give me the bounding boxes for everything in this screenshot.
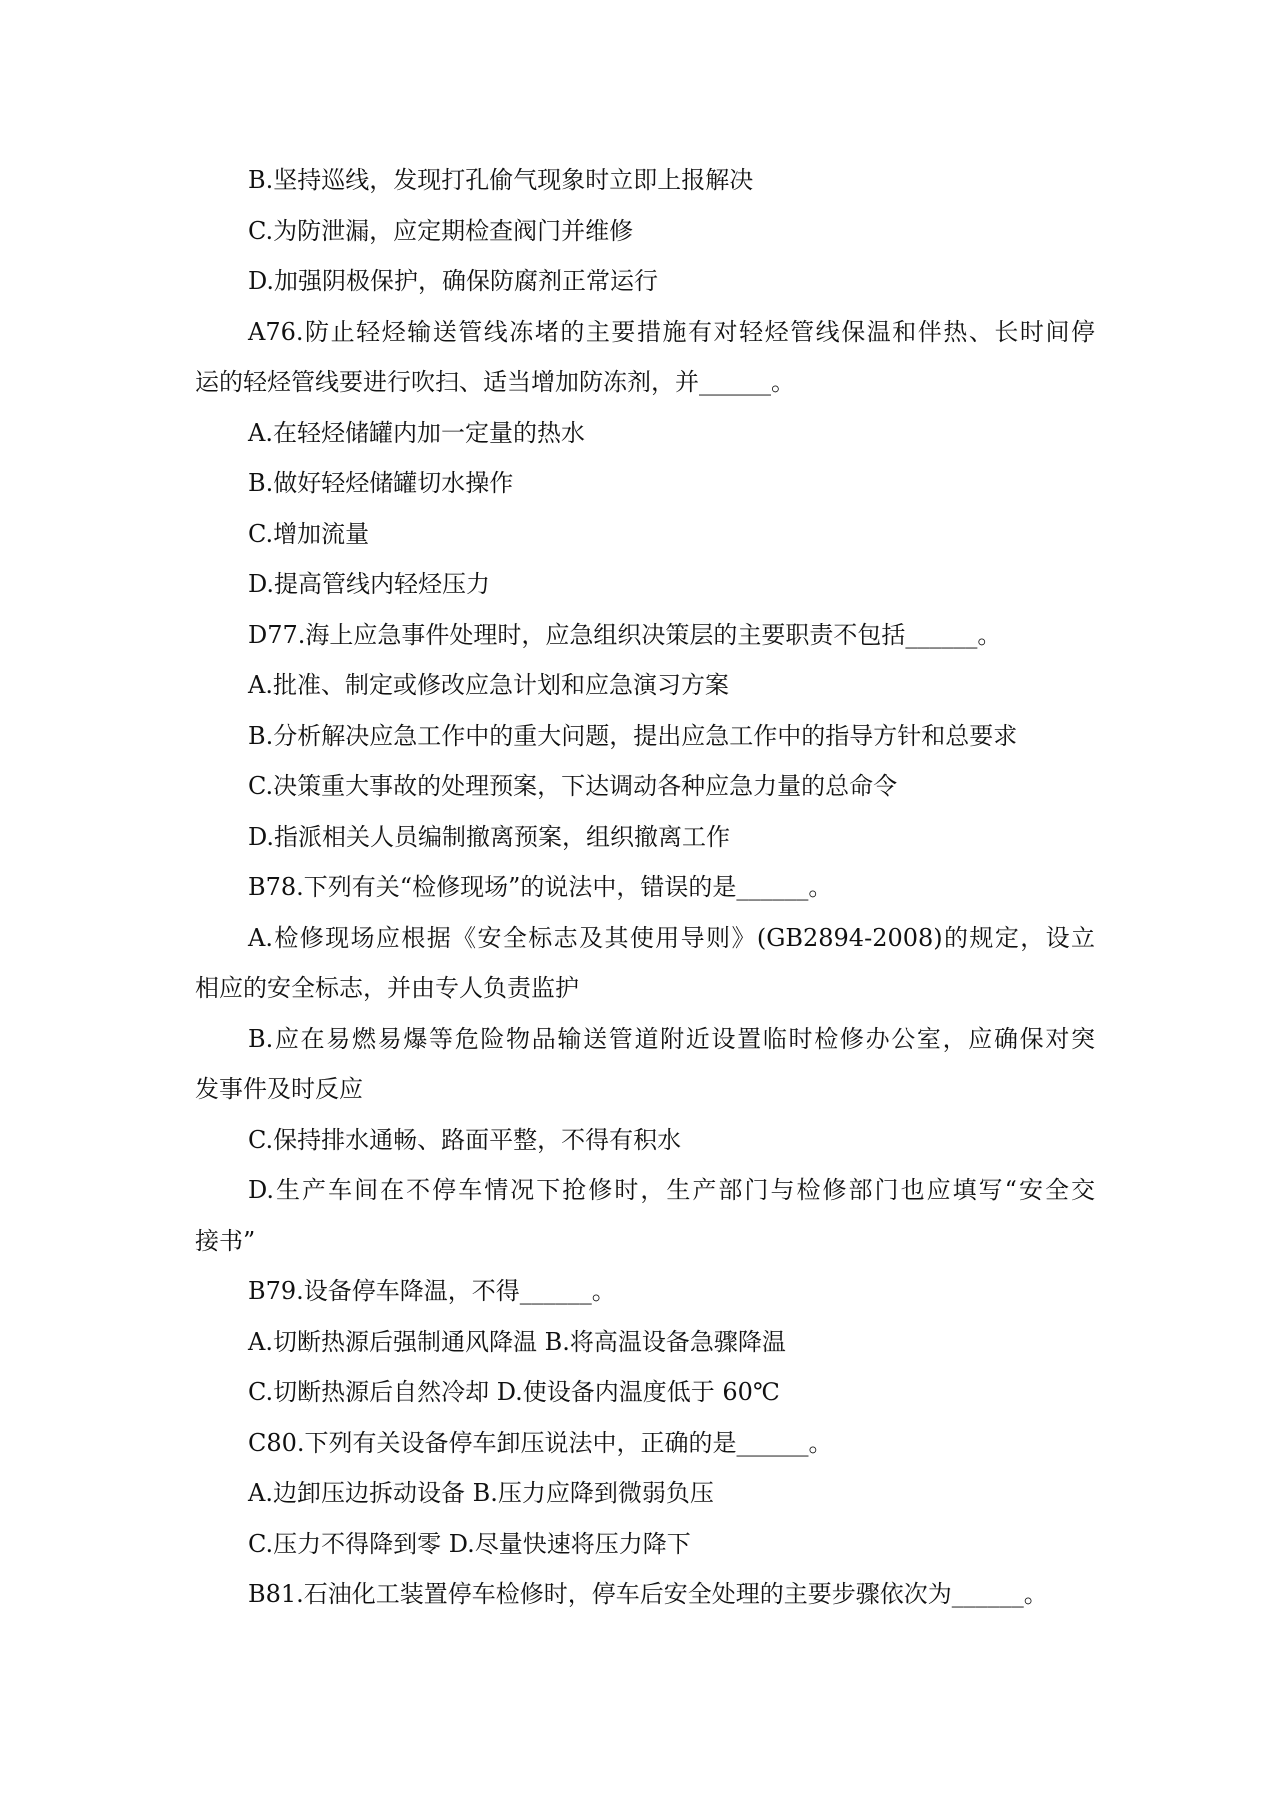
question-a76-option-a: A.在轻烃储罐内加一定量的热水	[248, 418, 585, 447]
question-b78-option-c: C.保持排水通畅、路面平整，不得有积水	[248, 1125, 682, 1154]
question-b78: B78.下列有关“检修现场”的说法中，错误的是______。	[248, 873, 833, 901]
question-a76-line-1: A76.防止轻烃输送管线冻堵的主要措施有对轻烃管线保温和伴热、长时间停	[248, 317, 1095, 346]
question-c80-options-cd: C.压力不得降到零 D.尽量快速将压力降下	[248, 1529, 691, 1558]
question-b79: B79.设备停车降温，不得______。	[248, 1277, 616, 1305]
question-b79-options-ab: A.切断热源后强制通风降温 B.将高温设备急骤降温	[248, 1327, 786, 1356]
option-c-line: C.为防泄漏，应定期检查阀门并维修	[248, 216, 634, 245]
option-b-line: B.坚持巡线，发现打孔偷气现象时立即上报解决	[248, 166, 754, 194]
question-d77: D77.海上应急事件处理时，应急组织决策层的主要职责不包括______。	[248, 620, 1002, 649]
question-b78-option-a-line-1: A.检修现场应根据《安全标志及其使用导则》(GB2894-2008)的规定，设立	[248, 923, 1095, 952]
question-b79-options-cd: C.切断热源后自然冷却 D.使设备内温度低于 60℃	[248, 1378, 780, 1406]
question-a76-option-b: B.做好轻烃储罐切水操作	[248, 469, 514, 497]
question-d77-option-d: D.指派相关人员编制撤离预案，组织撤离工作	[248, 822, 731, 851]
question-a76-option-d: D.提高管线内轻烃压力	[248, 570, 491, 598]
question-a76-option-c: C.增加流量	[248, 519, 370, 548]
question-d77-option-c: C.决策重大事故的处理预案，下达调动各种应急力量的总命令	[248, 772, 898, 800]
question-a76-line-2: 运的轻烃管线要进行吹扫、适当增加防冻剂，并______。	[195, 368, 795, 396]
question-b78-option-a-line-2: 相应的安全标志，并由专人负责监护	[195, 974, 579, 1002]
question-text-body	[195, 155, 1095, 1620]
question-d77-option-b: B.分析解决应急工作中的重大问题，提出应急工作中的指导方针和总要求	[248, 721, 1018, 750]
question-d77-option-a: A.批准、制定或修改应急计划和应急演习方案	[248, 671, 729, 699]
question-b78-option-d-line-2: 接书”	[195, 1226, 256, 1255]
question-b78-option-b-line-2: 发事件及时反应	[195, 1075, 363, 1103]
option-d-line: D.加强阴极保护，确保防腐剂正常运行	[248, 267, 659, 295]
question-b78-option-b-line-1: B.应在易燃易爆等危险物品输送管道附近设置临时检修办公室，应确保对突	[248, 1024, 1095, 1053]
question-c80: C80.下列有关设备停车卸压说法中，正确的是______。	[248, 1428, 833, 1457]
question-b78-option-d-line-1: D.生产车间在不停车情况下抢修时，生产部门与检修部门也应填写“安全交	[248, 1176, 1095, 1204]
question-b81: B81.石油化工装置停车检修时，停车后安全处理的主要步骤依次为______。	[248, 1580, 1048, 1608]
question-c80-options-ab: A.边卸压边拆动设备 B.压力应降到微弱负压	[248, 1479, 714, 1507]
